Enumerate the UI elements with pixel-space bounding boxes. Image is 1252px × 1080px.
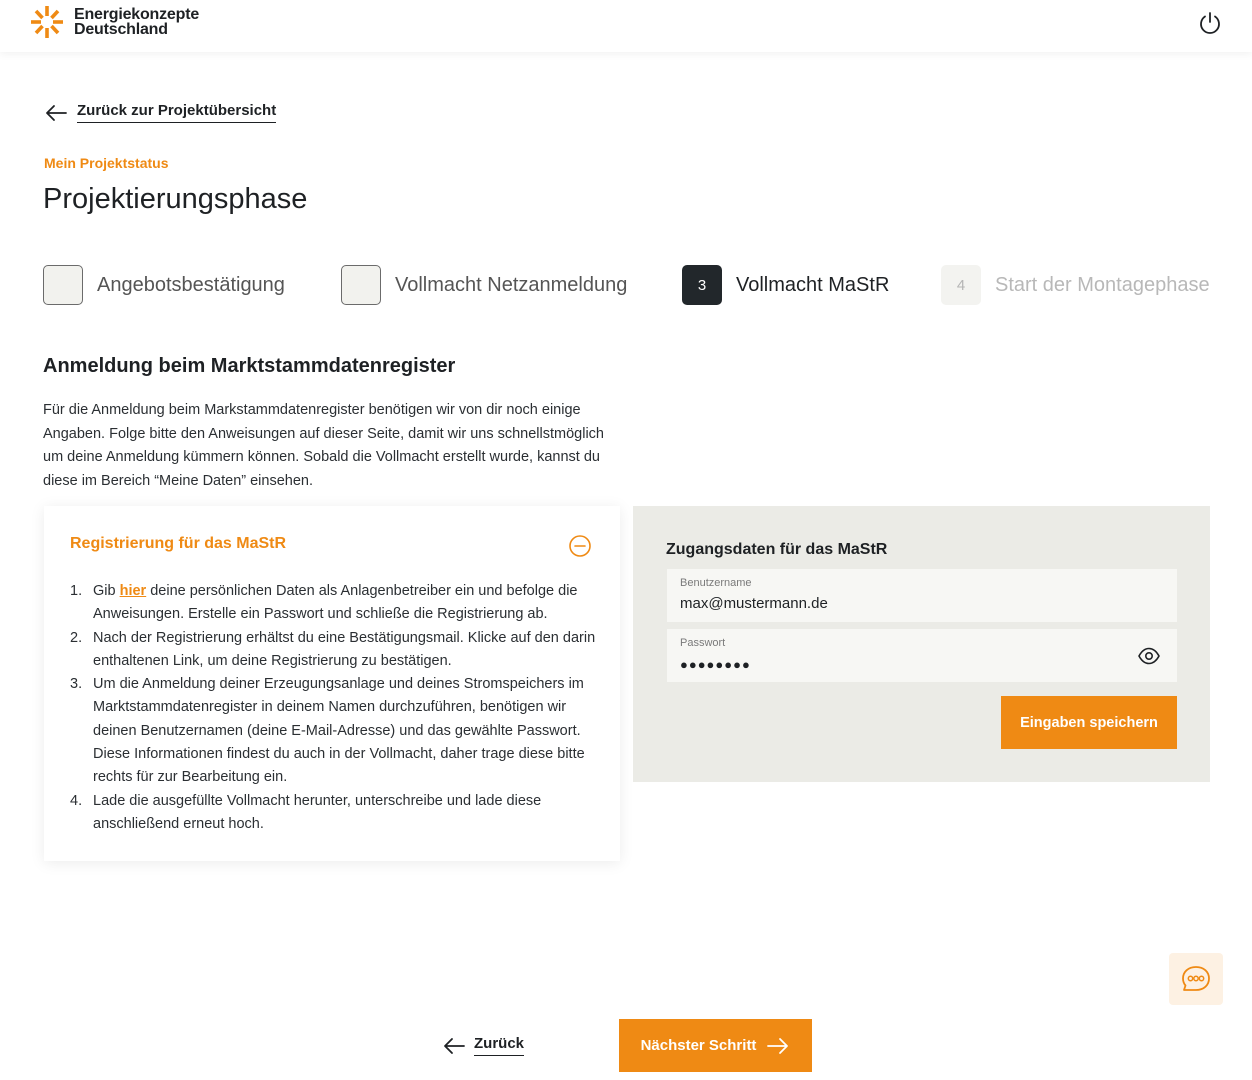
next-step-label: Nächster Schritt	[640, 1037, 757, 1054]
step-vollmacht-mastr[interactable]	[682, 265, 889, 305]
chat-button[interactable]	[1169, 953, 1223, 1005]
step-label: Start der Montagephase	[995, 273, 1210, 296]
step-vollmacht-netzanmeldung[interactable]	[341, 265, 627, 305]
list-item	[70, 580, 600, 627]
brand-logo[interactable]	[30, 4, 199, 40]
arrow-left-icon	[44, 103, 68, 123]
credentials-title: Zugangsdaten für das MaStR	[666, 541, 888, 558]
list-text-after: deine persönlichen Daten als Anlagenbetreiber ein und befolge die Anweisungen. Erstelle ein Passwort und schließe die Registrierung ab.	[93, 583, 578, 623]
credentials-panel	[633, 506, 1210, 782]
eye-icon[interactable]	[1137, 645, 1161, 667]
list-number: 2.	[70, 629, 83, 646]
sun-logo-icon	[30, 4, 64, 40]
next-step-button[interactable]	[619, 1019, 812, 1072]
minus-circle-icon[interactable]	[568, 534, 592, 558]
step-label: Vollmacht MaStR	[736, 273, 890, 296]
step-number-badge: 3	[682, 265, 722, 305]
step-label: Angebotsbestätigung	[97, 273, 285, 296]
list-number: 3.	[70, 676, 83, 693]
step-box	[341, 265, 381, 305]
back-to-overview-label: Zurück zur Projektübersicht	[77, 102, 276, 123]
back-to-overview-link[interactable]	[44, 102, 276, 123]
back-label: Zurück	[474, 1035, 524, 1056]
registration-card	[44, 506, 620, 861]
list-text: Lade die ausgefüllte Vollmacht herunter, unterschreibe und lade diese anschließend erneut hoch.	[93, 792, 542, 832]
list-text-before: Gib	[93, 583, 120, 599]
arrow-right-icon	[766, 1036, 790, 1056]
section-title: Anmeldung beim Marktstammdatenregister	[43, 355, 456, 377]
arrow-left-icon	[442, 1036, 466, 1056]
password-field[interactable]	[667, 629, 1177, 682]
status-eyebrow: Mein Projektstatus	[44, 155, 169, 171]
list-number: 1.	[70, 583, 83, 599]
page-title: Projektierungsphase	[43, 183, 308, 215]
list-text: Um die Anmeldung deiner Erzeugungsanlage und deines Stromspeichers im Marktstammdatenregister in deinem Namen durchzuführen, benötigen wir deinen Benutzernamen (deine E-Mail-Adresse) und das gewählte Passwort. Diese Informationen findest du auch in der Vollmacht, daher trage diese bitte rechts für zur Bearbeitung ein.	[93, 676, 585, 786]
username-label: Benutzername	[680, 577, 752, 589]
registration-steps	[70, 580, 600, 836]
username-field[interactable]	[667, 569, 1177, 622]
top-header	[0, 0, 1252, 52]
username-input[interactable]	[680, 595, 1120, 612]
list-item	[70, 673, 600, 789]
progress-stepper	[43, 265, 1213, 307]
list-item	[70, 790, 600, 837]
step-start-montagephase[interactable]	[941, 265, 1210, 305]
registration-link[interactable]: hier	[119, 583, 147, 599]
back-button[interactable]	[442, 1035, 524, 1056]
list-number: 4.	[70, 792, 83, 809]
step-number-badge: 4	[941, 265, 981, 305]
step-angebotsbestaetigung[interactable]	[43, 265, 285, 305]
chat-icon	[1180, 964, 1212, 994]
password-input[interactable]: ●●●●●●●●	[680, 657, 751, 672]
step-label: Vollmacht Netzanmeldung	[395, 273, 628, 296]
registration-title: Registrierung für das MaStR	[70, 535, 287, 552]
list-item	[70, 627, 600, 674]
save-credentials-button[interactable]: Eingaben speichern	[1001, 696, 1177, 749]
brand-name-line2: Deutschland	[74, 21, 168, 38]
step-box	[43, 265, 83, 305]
section-intro: Für die Anmeldung beim Markstammdatenregister benötigen wir von dir noch einige Angaben. Folge bitte den Anweisungen auf dieser Seite, damit wir uns schnellstmöglich um deine Anmeldung kümmern können. Sobald die Vollmacht erstellt wurde, kannst du diese im Bereich “Meine Daten” einsehen.	[43, 402, 604, 489]
brand-name	[74, 7, 199, 37]
password-label: Passwort	[680, 637, 726, 649]
list-text: Nach der Registrierung erhältst du eine Bestätigungsmail. Klicke auf den darin enthaltenen Link, um deine Registrierung zu bestätigen.	[93, 629, 596, 669]
brand-name-line1: Energiekonzepte	[74, 6, 200, 23]
power-icon[interactable]	[1197, 10, 1223, 36]
